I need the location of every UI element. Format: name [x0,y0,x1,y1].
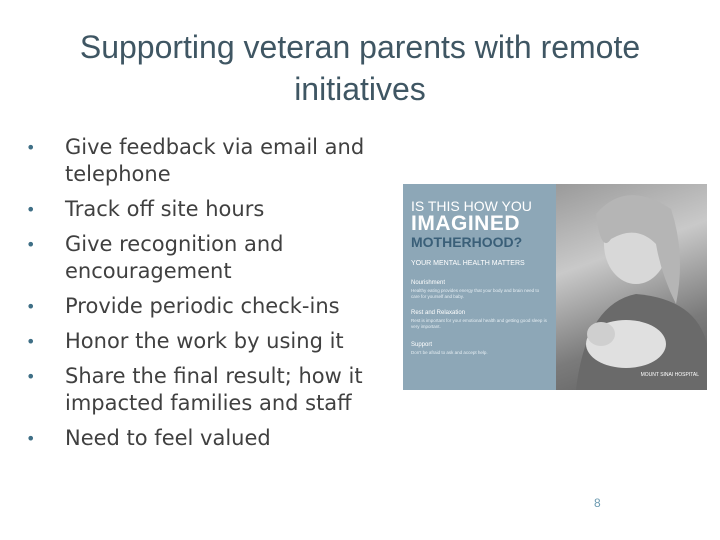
mother-baby-illustration [556,184,707,390]
poster-section-text: Healthy eating provides energy that your body and brain need to care for yourself and baby. [411,288,540,299]
bullet-item [26,231,396,285]
poster-section-text: Rest is important for your emotional health and getting good sleep is very important. [411,318,547,329]
mother-baby-photo [556,184,707,390]
bullet-text: Honor the work by using it [65,329,344,353]
bullet-item [26,425,396,452]
poster-subtitle: YOUR MENTAL HEALTH MATTERS [411,260,525,267]
bullet-dot-icon: • [26,429,36,448]
poster-headline-1: IS THIS HOW YOU [411,198,532,214]
bullet-text: Give feedback via email and telephone [65,135,365,186]
bullet-text: Provide periodic check-ins [65,294,340,318]
bullet-dot-icon: • [26,332,36,351]
bullet-list [26,134,396,460]
bullet-item [26,293,396,320]
bullet-text: Share the final result; how it impacted families and staff [65,364,363,415]
poster-section-heading: Support [411,342,433,348]
poster-headline-3: MOTHERHOOD? [411,234,523,250]
motherhood-poster-image [403,184,707,390]
bullet-item [26,134,396,188]
bullet-dot-icon: • [26,235,36,254]
bullet-item [26,363,396,417]
bullet-dot-icon: • [26,297,36,316]
bullet-dot-icon: • [26,138,36,157]
bullet-item [26,196,396,223]
bullet-text: Give recognition and encouragement [65,232,284,283]
poster-section-heading: Nourishment [411,280,446,286]
slide-title: Supporting veteran parents with remote initiatives [79,29,641,107]
poster-headline-2: IMAGINED [411,212,520,235]
bullet-dot-icon: • [26,367,36,386]
bullet-text: Need to feel valued [65,426,271,450]
hospital-logo: MOUNT SINAI HOSPITAL [640,372,699,378]
poster-section-heading: Rest and Relaxation [411,310,466,316]
bullet-item [26,328,396,355]
slide-number: 8 [594,496,601,510]
poster-section-text: Don't be afraid to ask and accept help. [411,350,488,355]
bullet-dot-icon: • [26,200,36,219]
bullet-text: Track off site hours [65,197,265,221]
